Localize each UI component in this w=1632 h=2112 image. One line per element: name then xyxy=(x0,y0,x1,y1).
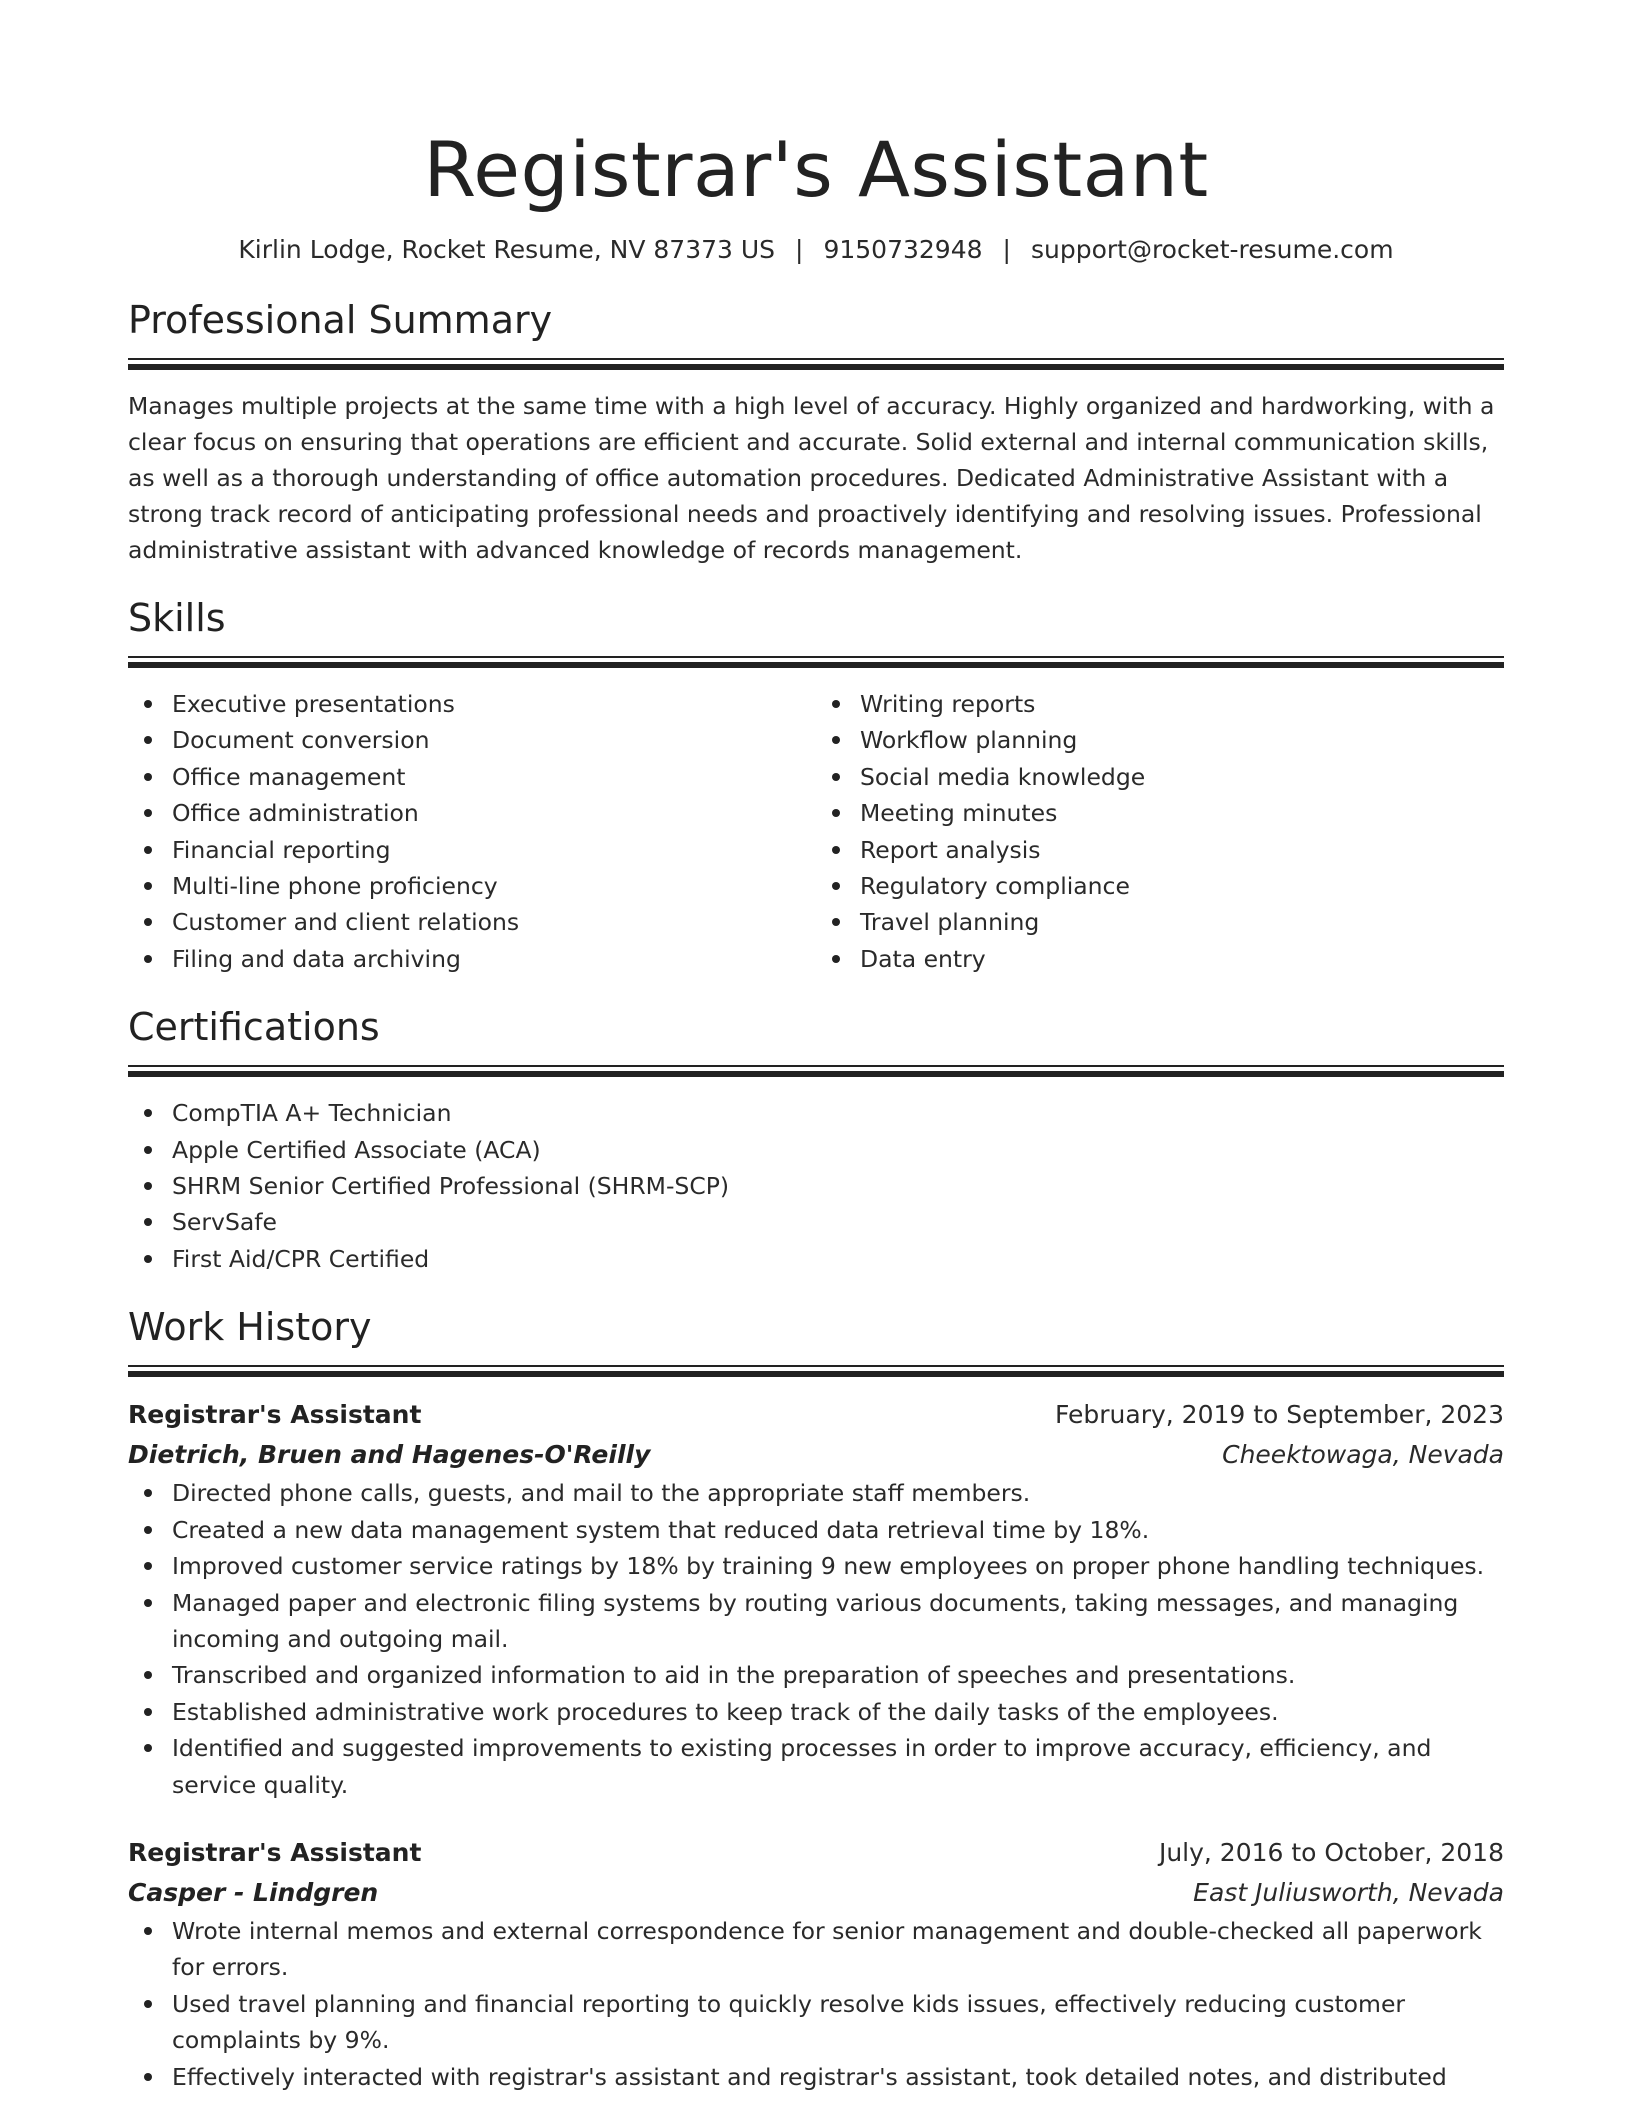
job-bullet: Effectively interacted with registrar's assistant and registrar's assistant, took detailed notes, and distributed xyxy=(172,2059,1504,2095)
skill-item: Filing and data archiving xyxy=(172,941,816,977)
contact-phone: 9150732948 xyxy=(823,235,983,264)
job-header xyxy=(128,1833,1504,1873)
skills-grid xyxy=(128,686,1504,977)
certification-item: ServSafe xyxy=(172,1204,1504,1240)
skill-item: Regulatory compliance xyxy=(860,868,1504,904)
skill-item: Travel planning xyxy=(860,904,1504,940)
job-bullets xyxy=(128,1475,1504,1803)
job-dates: February, 2019 to September, 2023 xyxy=(1055,1400,1504,1430)
job-bullet: Used travel planning and financial reporting to quickly resolve kids issues, effectively reducing customer complaints by 9%. xyxy=(172,1986,1504,2059)
job-bullet: Established administrative work procedures to keep track of the daily tasks of the employees. xyxy=(172,1694,1504,1730)
section-divider xyxy=(128,358,1504,370)
section-title-certifications: Certifications xyxy=(128,1005,380,1050)
skills-list-left xyxy=(128,686,816,977)
skill-item: Meeting minutes xyxy=(860,795,1504,831)
skill-item: Financial reporting xyxy=(172,832,816,868)
job-entry xyxy=(128,1833,1504,2095)
skills-section xyxy=(128,594,1504,977)
section-divider xyxy=(128,1065,1504,1077)
job-bullet: Directed phone calls, guests, and mail to the appropriate staff members. xyxy=(172,1475,1504,1511)
job-bullet: Transcribed and organized information to aid in the preparation of speeches and presentations. xyxy=(172,1657,1504,1693)
section-title-work-history: Work History xyxy=(128,1305,372,1350)
job-bullets xyxy=(128,1913,1504,2095)
contact-separator: | xyxy=(795,235,804,264)
job-entry xyxy=(128,1395,1504,1803)
section-divider xyxy=(128,1365,1504,1377)
job-title: Registrar's Assistant xyxy=(128,1837,422,1867)
job-location: Cheektowaga, Nevada xyxy=(1222,1440,1504,1470)
job-location: East Juliusworth, Nevada xyxy=(1193,1877,1504,1907)
contact-separator: | xyxy=(1002,235,1011,264)
resume-name: Registrar's Assistant xyxy=(423,125,1209,214)
skill-item: Multi-line phone proficiency xyxy=(172,868,816,904)
job-company: Dietrich, Bruen and Hagenes-O'Reilly xyxy=(128,1440,651,1470)
job-header xyxy=(128,1395,1504,1435)
work-history-section xyxy=(128,1303,1504,2095)
section-title-summary: Professional Summary xyxy=(128,298,553,342)
skill-item: Writing reports xyxy=(860,686,1504,722)
skill-item: Executive presentations xyxy=(172,686,816,722)
contact-line xyxy=(128,234,1504,266)
section-title-skills: Skills xyxy=(128,596,226,640)
job-title: Registrar's Assistant xyxy=(128,1400,422,1430)
certification-item: CompTIA A+ Technician xyxy=(172,1095,1504,1131)
skill-item: Data entry xyxy=(860,941,1504,977)
skill-item: Report analysis xyxy=(860,832,1504,868)
job-bullet: Identified and suggested improvements to existing processes in order to improve accuracy, efficiency, and service quality. xyxy=(172,1730,1504,1803)
skill-item: Office management xyxy=(172,759,816,795)
certification-item: Apple Certified Associate (ACA) xyxy=(172,1132,1504,1168)
skill-item: Customer and client relations xyxy=(172,904,816,940)
skill-item: Workflow planning xyxy=(860,722,1504,758)
skill-item: Social media knowledge xyxy=(860,759,1504,795)
certifications-list xyxy=(128,1095,1504,1277)
job-subheader xyxy=(128,1873,1504,1913)
contact-address: Kirlin Lodge, Rocket Resume, NV 87373 US xyxy=(238,235,776,264)
job-bullet: Managed paper and electronic filing systems by routing various documents, taking messages, and managing incoming and outgoing mail. xyxy=(172,1585,1504,1658)
summary-section xyxy=(128,296,1504,568)
skill-item: Office administration xyxy=(172,795,816,831)
certifications-section xyxy=(128,1003,1504,1277)
job-company: Casper - Lindgren xyxy=(128,1877,379,1907)
job-bullet: Created a new data management system that reduced data retrieval time by 18%. xyxy=(172,1512,1504,1548)
skills-list-right xyxy=(816,686,1504,977)
job-bullet: Wrote internal memos and external correspondence for senior management and double-checked all paperwork for errors. xyxy=(172,1913,1504,1986)
summary-text: Manages multiple projects at the same time with a high level of accuracy. Highly organized and hardworking, with a clear focus on ensuring that operations are efficient and accurate. Solid external and internal communication skills, as well as a thorough understanding of office automation procedures. Dedicated Administrative Assistant with a strong track record of anticipating professional needs and proactively identifying and resolving issues. Professional administrative assistant with advanced knowledge of records management. xyxy=(128,392,1495,564)
certification-item: First Aid/CPR Certified xyxy=(172,1241,1504,1277)
job-subheader xyxy=(128,1435,1504,1475)
certification-item: SHRM Senior Certified Professional (SHRM-SCP) xyxy=(172,1168,1504,1204)
section-divider xyxy=(128,656,1504,668)
job-bullet: Improved customer service ratings by 18% by training 9 new employees on proper phone handling techniques. xyxy=(172,1548,1504,1584)
contact-email: support@rocket-resume.com xyxy=(1030,235,1394,264)
job-dates: July, 2016 to October, 2018 xyxy=(1158,1837,1504,1867)
resume-page xyxy=(128,0,1504,2095)
skill-item: Document conversion xyxy=(172,722,816,758)
